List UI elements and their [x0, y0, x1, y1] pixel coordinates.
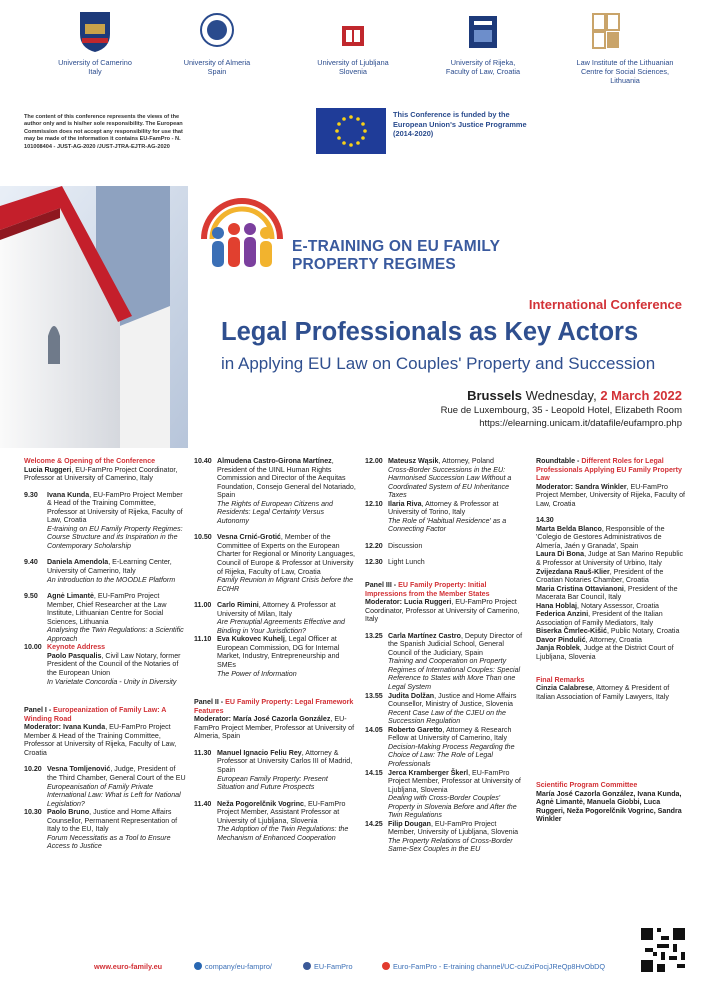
partner-camerino [30, 8, 160, 76]
weekday: Wednesday, [525, 388, 597, 403]
partner-rijeka [418, 8, 548, 76]
city: Brussels [467, 388, 523, 403]
partner-name: University of Rijeka, Faculty of Law, Croatia [445, 58, 521, 76]
programme-item: 9.50 Agnė Limantė, EU-FamPro Project Member, Chief Researcher at the Law Institute, Lithuanian Centre for Social Sciences, Lithuania Analysing the Twin Regulations: a Scientific Approach [24, 592, 184, 643]
programme-item: 11.30 Manuel Ignacio Feliu Rey, Attorney & Professor at University Carlos III of Madrid, Spain European Family Property: Present Situation and Future Prospects [194, 748, 353, 792]
footer-site-link[interactable]: www.euro-family.eu [94, 962, 163, 971]
footer-youtube[interactable]: Euro-FamPro - E-training channel/UC-cuZxiPocjJReQp8HvObDQ [382, 962, 605, 971]
programme-item: 11.10 Eva Kukovec Kuhelj, Legal Officer at European Commission, DG for Internal Market, Industry, Entrepreneurship and SMEs The Power of Information [194, 635, 340, 678]
eu-flag [316, 108, 386, 154]
section-heading: Panel II - EU Family Property: Legal Framework Features [194, 698, 354, 715]
programme-item: 12.00 Mateusz Wąsik, Attorney, Poland Cross-Border Successions in the EU: Harmonised Succession Law Without a Coordinated System of EU Inheritance Taxes [365, 457, 512, 500]
programme-item: 9.30 Ivana Kunda, EU-FamPro Project Member & Head of the Training Committee, Professor at University of Rijeka, Faculty of Law, Croatia E-training on EU Family Property Regimes: Course Structure and its Inspiration in the Contemporary Scholarship [24, 490, 183, 550]
brand-line-2: PROPERTY REGIMES [292, 256, 456, 273]
venue: Rue de Luxembourg, 35 - Leopold Hotel, Elizabeth Room [440, 405, 682, 416]
linkedin-icon [194, 962, 202, 970]
programme-item: 10.30 Paolo Bruno, Justice and Home Affairs Counsellor, Permanent Representation of Italy to the EU, Italy Forum Necessitatis as a Tool to Ensure Access to Justice [24, 808, 178, 851]
programme-item: 10.20 Vesna Tomljenović, Judge, President of the Third Chamber, General Court of the EU Europeanisation of Family Private International Law: What is Left for National Legislation? [24, 765, 186, 808]
footer-linkedin[interactable]: company/eu-fampro/ [194, 962, 272, 971]
programme-column-3: 12.00 Mateusz Wąsik, Attorney, Poland Cross-Border Successions in the EU: Harmonised Succession Law Without a Coordinated System of EU Inheritance Taxes 12.10 Ilaria Riva, Attorney & Professor at University of Torino, Italy The Role of 'Habitual Residence' as a Connecting Factor 12.20 Discussion 12.30 Light Lunch Panel III - EU Family Property: Initial Impressions from the Member States Moderator: Lucia Ruggeri, EU-FamPro Project Coordinator, Professor at University of Camerino, Italy 13.25 Carla Martínez Castro, Deputy Director of the Spanish Judicial School, General Council of the Judiciary, Spain Training and Cooperation on Property Regimes of International Couples: Special Reference to States with More Than one Legal System 13.55 Judita Dolžan, Justice and Home Affairs Counsellor, Ministry of Justice, Slovenia Recent Case Law of the CJEU on the Succession Regulation 14.05 Roberto Garetto, Attorney & Research Fellow at University of Camerino, Italy Decision-Making Process Regarding the Choice of Law: The Role of Legal Professionals 14.15 Jerca Kramberger Škerl, EU-FamPro Project Member, Professor at University of Ljubljana, Slovenia Dealing with Cross-Border Couples' Property in Slovenia Before and After the Twin Regulations 14.25 Filip Dougan, EU-FamPro Project Member, University of Ljubljana, Slovenia The Property Relations of Cross-Border Same-Sex Couples in the EU [365, 457, 525, 854]
programme-item: 13.55 Judita Dolžan, Justice and Home Affairs Counsellor, Ministry of Justice, Slovenia Recent Case Law of the CJEU on the Succession Regulation [365, 691, 517, 726]
disclaimer: The content of this conference represents the views of the author only and is his/her sole responsibility. The European Commission does not accept any responsibility for use that may be made of the information it contains EU-FamPro - N. 101008404 - JUST-AG-2020 /JUST-JTRA-EJTR-AG-2020 [24, 114, 183, 150]
almeria-logo [198, 8, 236, 54]
programme-item: 11.00 Carlo Rimini, Attorney & Professor at University of Milan, Italy Are Prenuptial Agreements Effective and Binding in Your Jurisdiction? [194, 601, 345, 635]
partner-name: University of Ljubljana Slovenia [317, 58, 389, 76]
partner-name: Law Institute of the Lithuanian Centre for Social Sciences, Lithuania [576, 58, 674, 85]
page-title: Legal Professionals as Key Actors [221, 318, 639, 346]
section-heading: Scientific Program Committee [536, 781, 638, 790]
programme-item: 14.15 Jerca Kramberger Škerl, EU-FamPro Project Member, Professor at University of Ljubljana, Slovenia Dealing with Cross-Border Couples' Property in Slovenia Before and After the Twin Regulations [365, 768, 521, 820]
brand-line-1: E-TRAINING ON EU FAMILY [292, 238, 501, 255]
conference-type: International Conference [528, 297, 682, 312]
programme-item: 13.25 Carla Martínez Castro, Deputy Director of the Spanish Judicial School, General Council of the Judiciary, Spain Training and Cooperation on Property Regimes of International Couples: Special Reference to States with More Than one Legal System [365, 631, 523, 692]
programme-column-1: Welcome & Opening of the Conference Lucia Ruggeri, EU-FamPro Project Coordinator, Professor at University of Camerino, Italy 9.30 Ivana Kunda, EU-FamPro Project Member & Head of the Training Committee, Professor at University of Rijeka, Faculty of Law, Croatia E-training on EU Family Property Regimes: Course Structure and its Inspiration in the Contemporary Scholarship 9.40 Daniela Amendola, E-Learning Center, University of Camerino, Italy An introduction to the MOODLE Platform 9.50 Agnė Limantė, EU-FamPro Project Member, Chief Researcher at the Law Institute, Lithuanian Centre for Social Sciences, Lithuania Analysing the Twin Regulations: a Scientific Approach 10.00 Keynote Address Paolo Pasqualis, Civil Law Notary, former President of the Council of the Notaries of the European Union In Varietate Concordia - Unity in Diversity Panel I - Europeanization of Family Law: A Winding Road Moderator: Ivana Kunda, EU-FamPro Project Member & Head of the Training Committee, Professor at University of Rijeka, Faculty of Law, Croatia 10.20 Vesna Tomljenović, Judge, President of the Third Chamber, General Court of the EU Europeanisation of Family Private International Law: What is Left for National Legislation? 10.30 Paolo Bruno, Justice and Home Affairs Counsellor, Permanent Representation of Italy to the EU, Italy Forum Necessitatis as a Tool to Ensure Access to Justice [24, 457, 186, 851]
programme-column-2: 10.40 Almudena Castro-Girona Martínez, President of the UINL Human Rights Commission and Director of the Aequitas Foundation, Consejo General del Notariado, Spain The Rights of European Citizens and Residents: Legal Certainty Versus Autonomy 10.50 Vesna Crnić-Grotić, Member of the Committee of Experts on the European Charter for Regional or Minority Languages, Council of Europe & Professor at University of Rijeka, Faculty of Law, Croatia Family Reunion in Migrant Crisis before the ECtHR 11.00 Carlo Rimini, Attorney & Professor at University of Milan, Italy Are Prenuptial Agreements Effective and Binding in Your Jurisdiction? 11.10 Eva Kukovec Kuhelj, Legal Officer at European Commission, DG for Internal Market, Industry, Entrepreneurship and SMEs The Power of Information Panel II - EU Family Property: Legal Framework Features Moderator: María José Cazorla González, EU-FamPro Project Member, Professor at University of Almeria, Spain 11.30 Manuel Ignacio Feliu Rey, Attorney & Professor at University Carlos III of Madrid, Spain European Family Property: Present Situation and Future Prospects 11.40 Neža Pogorelčnik Vogrinc, EU-FamPro Project Member, Assistant Professor at University of Ljubljana, Slovenia The Adoption of the Twin Regulations: the Mechanism of Enhanced Cooperation [194, 457, 356, 842]
partner-name: University of Camerino Italy [58, 58, 132, 76]
youtube-icon [382, 962, 390, 970]
camerino-logo [76, 8, 114, 54]
lcss-logo [585, 8, 665, 54]
facebook-icon [303, 962, 311, 970]
funding-notice: This Conference is funded by the European Union's Justice Programme (2014-2020) [393, 110, 527, 139]
programme-item: 9.40 Daniela Amendola, E-Learning Center, University of Camerino, Italy An introduction to the MOODLE Platform [24, 558, 176, 584]
programme-item: 14.25 Filip Dougan, EU-FamPro Project Member, University of Ljubljana, Slovenia The Property Relations of Cross-Border Same-Sex Couples in the EU [365, 819, 519, 854]
partner-lcss [560, 8, 690, 85]
section-heading: Roundtable - Different Roles for Legal Professionals Applying EU Family Property Law [536, 457, 682, 483]
programme-item: 10.00 Keynote Address Paolo Pasqualis, Civil Law Notary, former President of the Council of the Notaries of the European Union In Varietate Concordia - Unity in Diversity [24, 643, 181, 686]
programme-item: 11.40 Neža Pogorelčnik Vogrinc, EU-FamPro Project Member, Assistant Professor at University of Ljubljana, Slovenia The Adoption of the Twin Regulations: the Mechanism of Enhanced Cooperation [194, 799, 349, 842]
programme-item: 14.05 Roberto Garetto, Attorney & Research Fellow at University of Camerino, Italy Decision-Making Process Regarding the Choice of Law: The Role of Legal Professionals [365, 725, 515, 768]
section-heading: Welcome & Opening of the Conference [24, 457, 156, 465]
partner-almeria [152, 8, 282, 76]
house-image [0, 186, 188, 448]
footer-facebook[interactable]: EU-FamPro [303, 962, 353, 971]
section-heading: Panel III - EU Family Property: Initial Impressions from the Member States [365, 581, 490, 598]
brand-name [292, 238, 500, 274]
section-heading: Panel I - Europeanization of Family Law: A Winding Road [24, 706, 167, 723]
programme-item: 12.30 Light Lunch [365, 558, 425, 567]
programme-column-4: Roundtable - Different Roles for Legal Professionals Applying EU Family Property Law Moderator: Sandra Winkler, EU-FamPro Project Member, University of Rijeka, Faculty of Law, Croatia 14.30 Marta Belda Blanco, Responsible of the 'Colegio de Gestores Administrativos de Almería, Jaén y Granada', Spain Laura Di Bona, Judge at San Marino Republic & Professor at University of Urbino, Italy Zvijezdana Rauš-Klier, President of the Croatian Notaries Chamber, Croatia Maria Cristina Ottavianoni, President of the Macerata Bar Council, Italy Hana Hoblaj, Notary Assessor, Croatia Federica Anzini, President of the Italian Association of Family Mediators, Italy Biserka Čmrlec-Kišić, Public Notary, Croatia Davor Pindulić, Attorney, Croatia Janja Roblek, Judge at the District Court of Ljubljana, Slovenia Final Remarks Cinzia Calabrese, Attorney & President of Italian Association of Family Lawyers, Italy Scientific Program Committee María José Cazorla González, Ivana Kunda, Agnė Limantė, Manuela Giobbi, Luca Ruggeri, Neža Pogorelčnik Vogrinc, Sandra Winkler [536, 457, 686, 824]
programme-item: 10.50 Vesna Crnić-Grotić, Member of the Committee of Experts on the European Charter for Regional or Minority Languages, Council of Europe & Professor at University of Rijeka, Faculty of Law, Croatia Family Reunion in Migrant Crisis before the ECtHR [194, 533, 356, 593]
rijeka-logo [464, 8, 502, 54]
eu-fampro-logo [196, 197, 288, 277]
date: 2 March 2022 [600, 388, 682, 403]
ljubljana-logo [334, 8, 372, 54]
partner-ljubljana [288, 8, 418, 76]
page-subtitle: in Applying EU Law on Couples' Property and Succession [221, 354, 656, 373]
programme-item: 10.40 Almudena Castro-Girona Martínez, President of the UINL Human Rights Commission and Director of the Aequitas Foundation, Consejo General del Notariado, Spain The Rights of European Citizens and Residents: Legal Certainty Versus Autonomy [194, 457, 356, 525]
footer [0, 962, 706, 976]
partner-name: University of Almeria Spain [183, 58, 251, 76]
programme-item: 12.10 Ilaria Riva, Attorney & Professor at University of Torino, Italy The Role of 'Habitual Residence' as a Connecting Factor [365, 499, 507, 534]
location-block [441, 387, 682, 430]
programme-item: 12.20 Discussion [365, 541, 423, 550]
section-heading: Final Remarks [536, 675, 585, 684]
website-link[interactable]: https://elearning.unicam.it/datafile/eufampro.php [479, 418, 682, 429]
